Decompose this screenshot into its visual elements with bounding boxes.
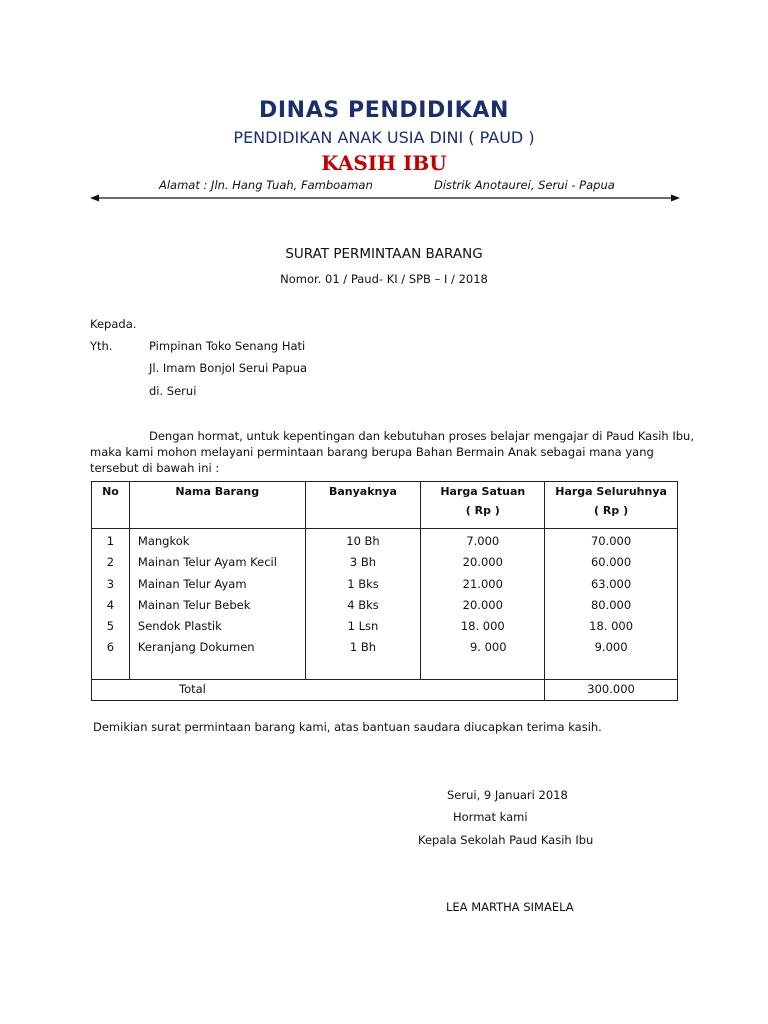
- cell-no: 2: [92, 552, 130, 573]
- cell-qty: 1 Lsn: [305, 616, 421, 637]
- header-name: Nama Barang: [129, 482, 305, 529]
- table-row-empty: [92, 659, 678, 680]
- cell-total: 18. 000: [545, 616, 678, 637]
- cell-qty: 3 Bh: [305, 552, 421, 573]
- cell-total: 80.000: [545, 595, 678, 616]
- recipient-to-label: Kepada.: [90, 317, 137, 331]
- cell-no: 4: [92, 595, 130, 616]
- signature-greeting: Hormat kami: [453, 810, 528, 824]
- address-right: Distrik Anotaurei, Serui - Papua: [434, 178, 615, 192]
- recipient-line: Jl. Imam Bonjol Serui Papua: [149, 361, 308, 375]
- cell-no: 1: [92, 529, 130, 553]
- signature-name: LEA MARTHA SIMAELA: [446, 900, 574, 914]
- cell-total: 70.000: [545, 529, 678, 553]
- cell-no: 5: [92, 616, 130, 637]
- total-label: Total: [92, 679, 545, 700]
- items-table: [91, 481, 678, 701]
- cell-name: Mainan Telur Bebek: [129, 595, 305, 616]
- table-row: [92, 574, 678, 595]
- body-line: tersebut di bawah ini :: [90, 461, 220, 475]
- cell-unit-price: 20.000: [421, 552, 545, 573]
- school-name: KASIH IBU: [321, 151, 447, 175]
- cell-unit-price: 18. 000: [421, 616, 545, 637]
- header-qty: Banyaknya: [305, 482, 421, 529]
- recipient-yth-label: Yth.: [90, 339, 113, 353]
- cell-name: Mangkok: [129, 529, 305, 553]
- table-row: [92, 552, 678, 573]
- cell-no: 6: [92, 637, 130, 658]
- table-row: [92, 616, 678, 637]
- table-row: [92, 529, 678, 553]
- cell-unit-price: 20.000: [421, 595, 545, 616]
- table-header-row: [92, 482, 678, 529]
- cell-name: Mainan Telur Ayam: [129, 574, 305, 595]
- cell-total: 9.000: [545, 637, 678, 658]
- letterhead-divider: [90, 192, 680, 204]
- cell-total: 63.000: [545, 574, 678, 595]
- table-row: [92, 595, 678, 616]
- cell-unit-price: 21.000: [421, 574, 545, 595]
- cell-no: 3: [92, 574, 130, 595]
- cell-name: Sendok Plastik: [129, 616, 305, 637]
- organization-name: DINAS PENDIDIKAN: [259, 98, 509, 123]
- body-line: maka kami mohon melayani permintaan barang berupa Bahan Bermain Anak sebagai mana yang: [90, 445, 654, 459]
- recipient-line: Pimpinan Toko Senang Hati: [149, 339, 306, 353]
- body-line: Dengan hormat, untuk kepentingan dan kebutuhan proses belajar mengajar di Paud Kasih Ibu,: [149, 429, 694, 443]
- arrow-right-icon: [671, 195, 680, 202]
- signature-place-date: Serui, 9 Januari 2018: [447, 788, 568, 802]
- cell-name: Keranjang Dokumen: [129, 637, 305, 658]
- closing-text: Demikian surat permintaan barang kami, atas bantuan saudara diucapkan terima kasih.: [93, 720, 602, 734]
- header-total-price: Harga Seluruhnya ( Rp ): [545, 482, 678, 529]
- cell-qty: 1 Bks: [305, 574, 421, 595]
- table-row: [92, 637, 678, 658]
- document-number: Nomor. 01 / Paud- KI / SPB – I / 2018: [280, 272, 488, 286]
- table-total-row: [92, 679, 678, 700]
- cell-qty: 10 Bh: [305, 529, 421, 553]
- document-title: SURAT PERMINTAAN BARANG: [285, 246, 483, 262]
- signature-position: Kepala Sekolah Paud Kasih Ibu: [418, 833, 594, 847]
- recipient-line: di. Serui: [149, 384, 197, 398]
- cell-qty: 4 Bks: [305, 595, 421, 616]
- arrow-left-icon: [90, 195, 99, 202]
- cell-total: 60.000: [545, 552, 678, 573]
- cell-unit-price: 7.000: [421, 529, 545, 553]
- header-no: No: [92, 482, 130, 529]
- address-left: Alamat : Jln. Hang Tuah, Famboaman: [159, 178, 373, 192]
- cell-name: Mainan Telur Ayam Kecil: [129, 552, 305, 573]
- total-value: 300.000: [545, 679, 678, 700]
- cell-qty: 1 Bh: [305, 637, 421, 658]
- organization-subtitle: PENDIDIKAN ANAK USIA DINI ( PAUD ): [233, 128, 535, 147]
- header-unit-price: Harga Satuan ( Rp ): [421, 482, 545, 529]
- cell-unit-price: 9. 000: [421, 637, 545, 658]
